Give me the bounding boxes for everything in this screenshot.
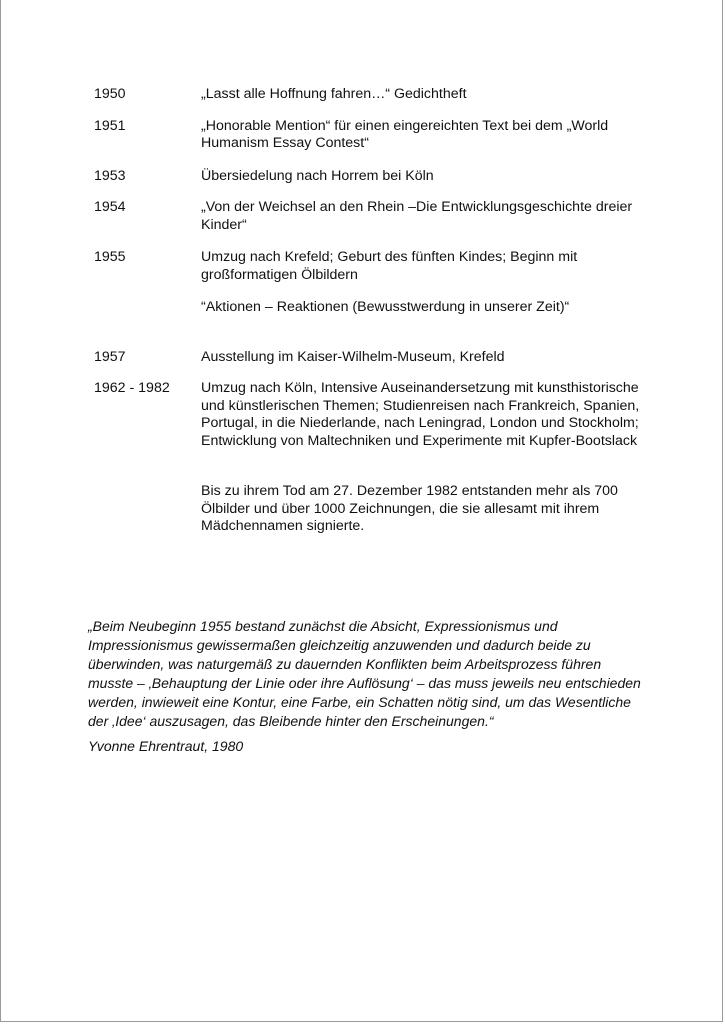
timeline-year: 1951 (94, 117, 126, 134)
timeline-text: „Lasst alle Hoffnung fahren…“ Gedichtheft (201, 86, 467, 102)
timeline-year: 1962 - 1982 (94, 380, 170, 396)
artist-quote: „Beim Neubeginn 1955 bestand zunächst die Absicht, Expressionismus und Impressionismus gewissermaßen gleichzeitig anzuwenden und dadurch beide zu überwinden, was naturgemäß zu dauernden Konflikten beim Arbeitsprozess führen musste – ‚Behauptung der Linie oder ihre Auflösung‘ – das muss jeweils neu entschieden werden, inwieweit eine Kontur, eine Farbe, ein Schatten nötig sind, um das Wesentliche der ‚Idee‘ auszusagen, das Bleibende hinter den Erscheinungen.“ (88, 618, 641, 729)
timeline-text: Umzug nach Krefeld; Geburt des fünften Kindes; Beginn mit großformatigen Ölbildern (201, 249, 578, 283)
note-1955: “Aktionen – Reaktionen (Bewusstwerdung in unserer Zeit)“ (201, 299, 570, 315)
timeline (94, 86, 654, 536)
timeline-year: 1957 (94, 348, 126, 365)
timeline-text: Ausstellung im Kaiser-Wilhelm-Museum, Krefeld (201, 348, 505, 365)
timeline-text: „Von der Weichsel an den Rhein –Die Entwicklungsgeschichte dreier Kinder“ (201, 199, 633, 233)
timeline-year: 1954 (94, 199, 126, 215)
timeline-text: Übersiedelung nach Horrem bei Köln (201, 167, 434, 184)
timeline-row-1953 (94, 168, 654, 186)
timeline-row-1955 (94, 249, 654, 284)
timeline-row-1954 (94, 199, 654, 234)
timeline-text: „Honorable Mention“ für einen eingereichten Text bei dem „World Humanism Essay Contest“ (201, 117, 609, 151)
timeline-row-1957 (94, 349, 654, 367)
timeline-text: Umzug nach Köln, Intensive Auseinandersetzung mit kunsthistorische und künstlerischen Themen; Studienreisen nach Frankreich, Spanien, Portugal, in die Niederlande, nach Leningrad, London und Stockholm; Entwicklung von Maltechniken und Experimente mit Kupfer-Bootslack (201, 380, 640, 449)
timeline-year: 1955 (94, 249, 126, 265)
timeline-year: 1950 (94, 86, 126, 102)
timeline-row-1951 (94, 118, 654, 153)
timeline-row-1962-1982 (94, 380, 654, 450)
timeline-row-1950 (94, 86, 654, 104)
note-death: Bis zu ihrem Tod am 27. Dezember 1982 entstanden mehr als 700 Ölbilder und über 1000 Zeichnungen, die sie allesamt mit ihrem Mädchennamen signierte. (201, 483, 618, 534)
timeline-year: 1953 (94, 167, 126, 184)
quote-author: Yvonne Ehrentraut, 1980 (88, 738, 244, 754)
